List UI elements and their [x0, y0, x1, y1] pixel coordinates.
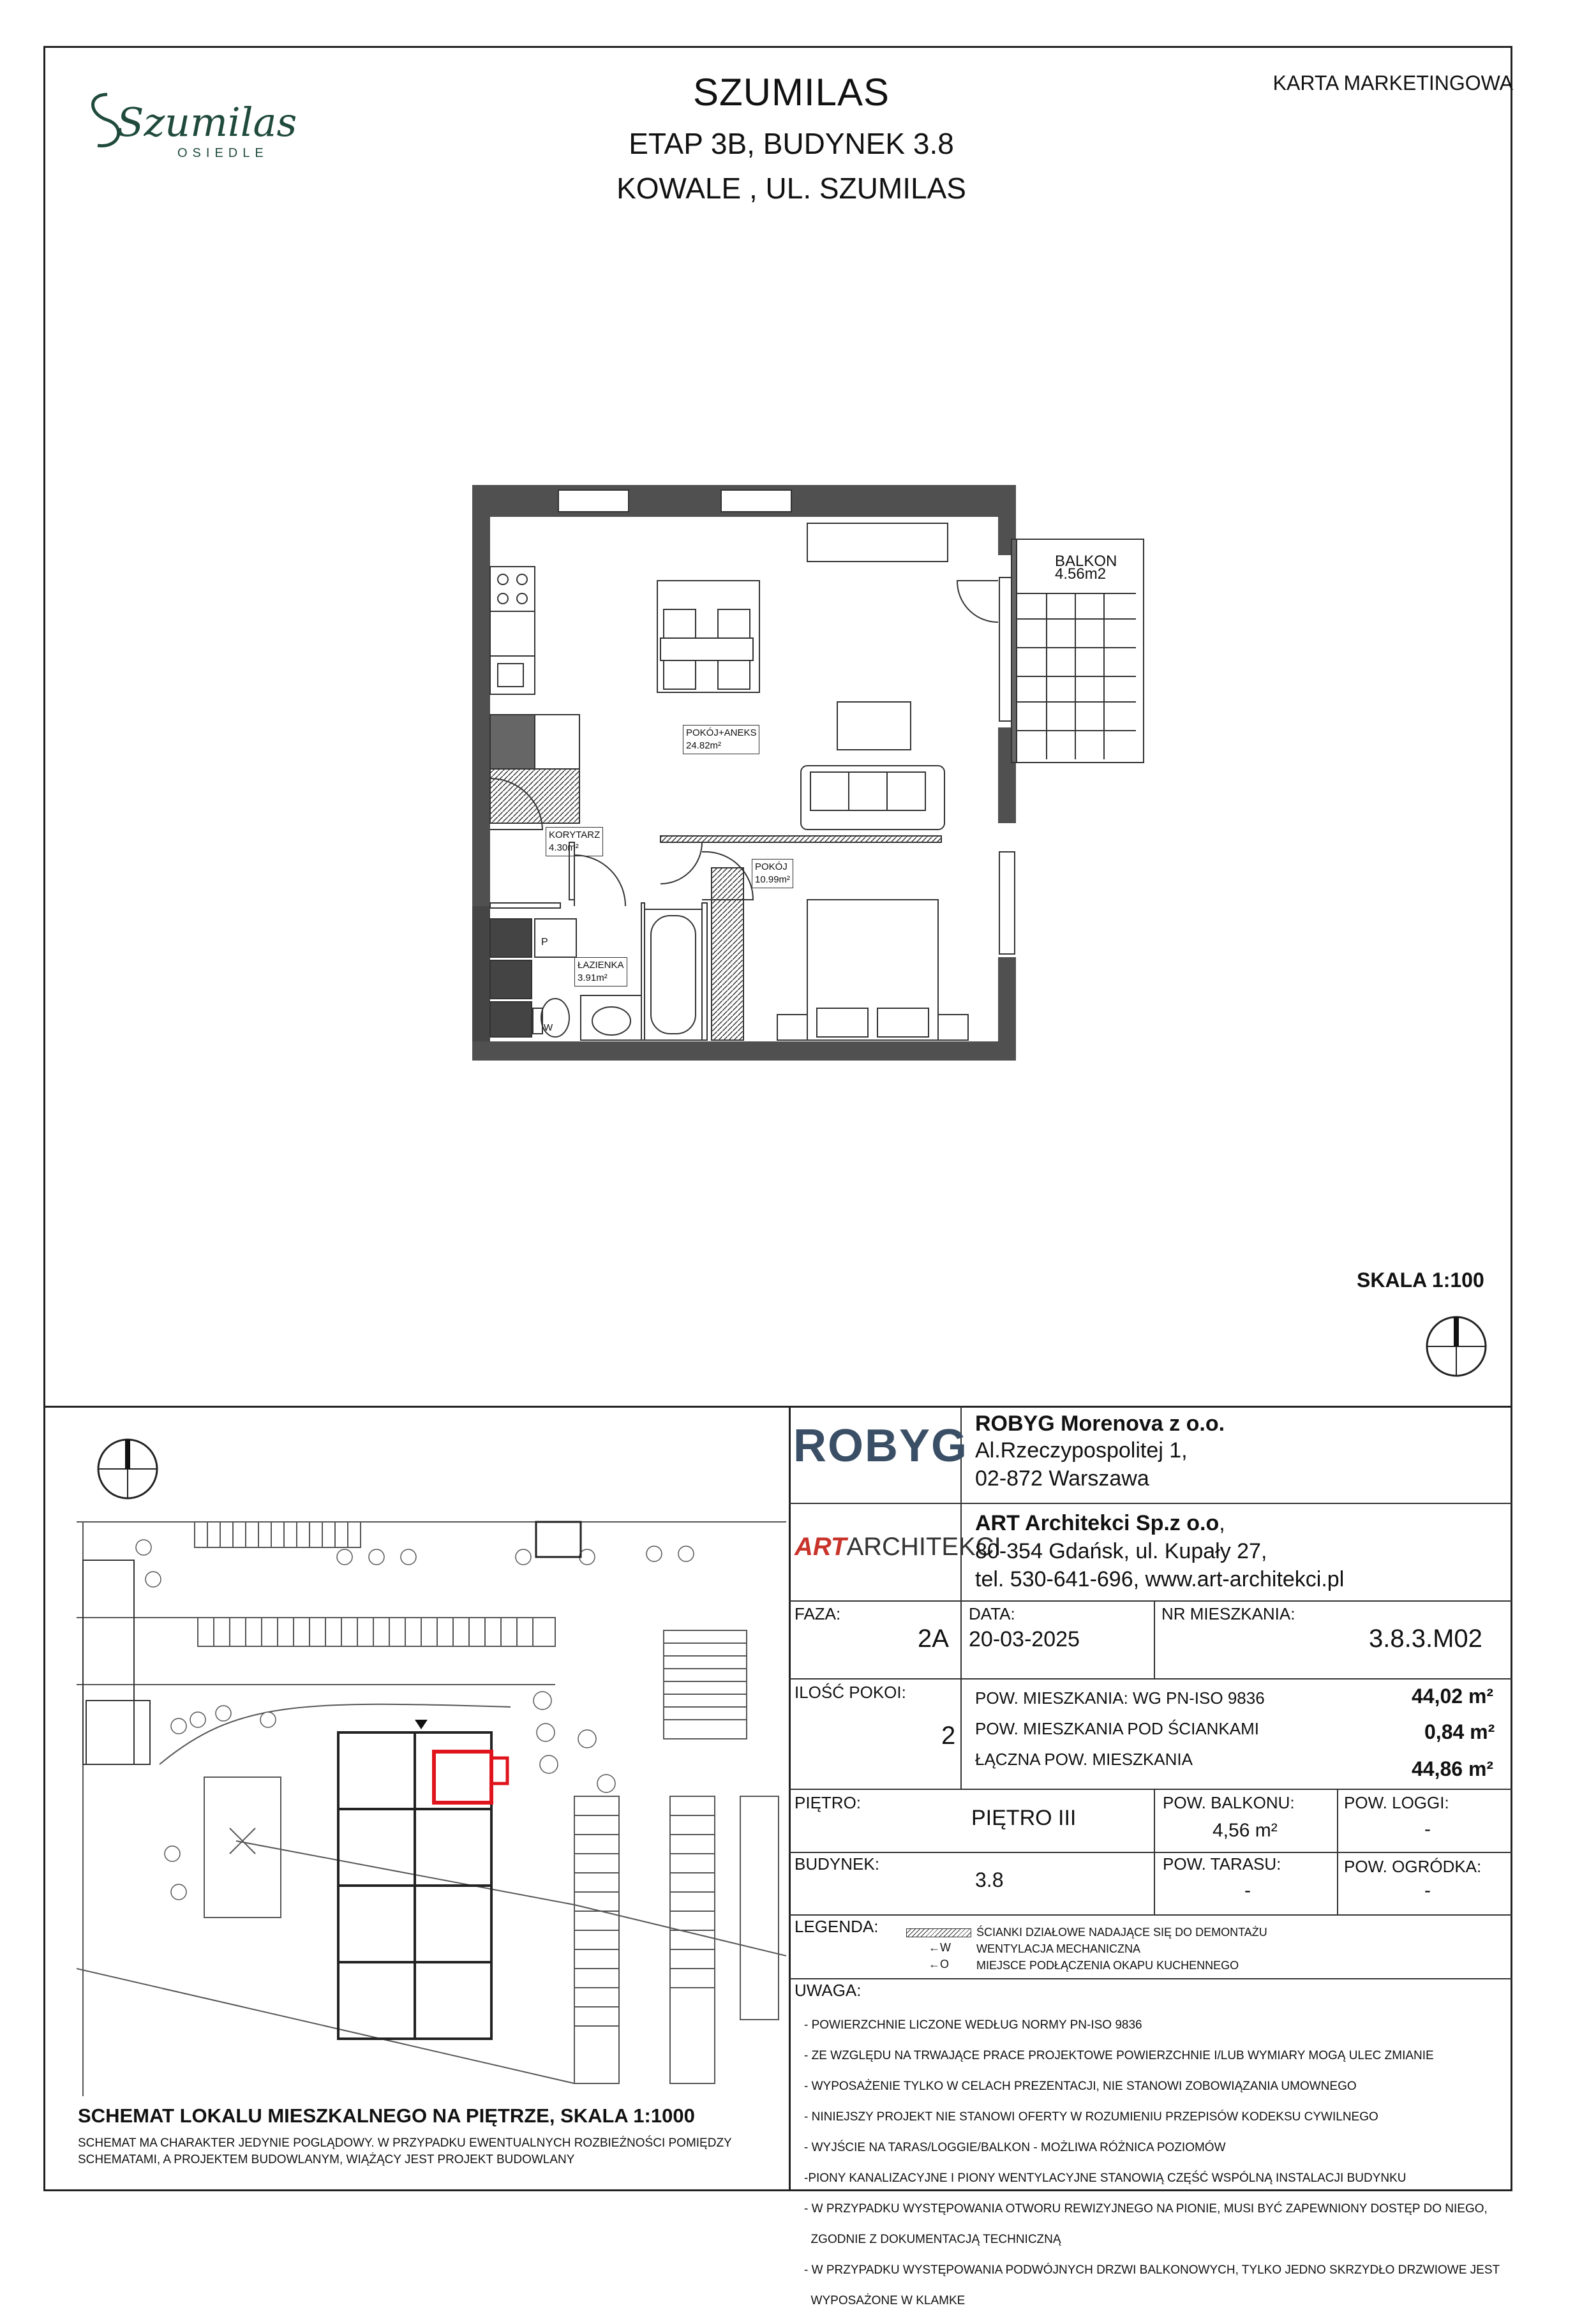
symbol-w: W: [544, 1022, 553, 1033]
budynek-label: BUDYNEK:: [795, 1854, 879, 1873]
page-subtitle-stage: ETAP 3B, BUDYNEK 3.8: [629, 127, 954, 160]
room-pokoj-aneks-name: POKÓJ+ANEKS: [686, 727, 757, 738]
faza-label: FAZA:: [795, 1604, 841, 1623]
note-item: ZGODNIE Z DOKUMENTACJĄ TECHNICZNĄ: [804, 2233, 1061, 2246]
architect-name-suffix: ,: [1219, 1511, 1225, 1535]
logo-script-graphic: [82, 75, 305, 171]
nr-value: 3.8.3.M02: [1369, 1625, 1482, 1653]
developer-address1: Al.Rzeczypospolitej 1,: [975, 1438, 1188, 1463]
dining-table: [657, 581, 759, 692]
note-item: - W PRZYPADKU WYSTĘPOWANIA PODWÓJNYCH DRZWI BALKONOWYCH, TYLKO JEDNO SKRZYDŁO DRZWIOWE JEST: [804, 2263, 1500, 2277]
pokoje-label: ILOŚĆ POKOI:: [795, 1683, 906, 1702]
faza-value: 2A: [918, 1625, 949, 1653]
pow2-value: 0,84 m²: [1424, 1720, 1495, 1743]
taras-label: POW. TARASU:: [1163, 1854, 1281, 1873]
doc-type-label: KARTA MARKETINGOWA: [1272, 71, 1513, 94]
balkon-value: 4,56 m²: [1213, 1820, 1278, 1841]
budynek-value: 3.8: [975, 1868, 1004, 1891]
site-north-arrow-icon: [96, 1437, 160, 1504]
data-label: DATA:: [969, 1604, 1015, 1623]
pow3-value: 44,86 m²: [1412, 1757, 1494, 1780]
room-balkon-area: 4.56m2: [1055, 565, 1107, 583]
pietro-value: PIĘTRO III: [971, 1806, 1077, 1830]
legend-vent-key-letter: W: [940, 1941, 951, 1954]
coffee-table: [837, 702, 911, 750]
room-pokoj-label: [752, 859, 793, 888]
architect-name: ART Architekci Sp.z o.o: [975, 1511, 1220, 1535]
apartment-highlight: [434, 1752, 491, 1803]
room-korytarz-name: KORYTARZ: [549, 830, 601, 840]
note-item: - NINIEJSZY PROJEKT NIE STANOWI OFERTY W ROZUMIENIU PRZEPISÓW KODEKSU CYWILNEGO: [804, 2110, 1378, 2124]
site-plan-note-1: SCHEMAT MA CHARAKTER JEDYNIE POGLĄDOWY. W PRZYPADKU EWENTUALNYCH ROZBIEŻNOŚCI POMIĘDZY: [78, 2136, 732, 2150]
note-item: - W PRZYPADKU WYSTĘPOWANIA OTWORU REWIZYJNEGO NA PIONIE, MUSI BYĆ ZAPEWNIONY DOSTĘP DO NIEGO,: [804, 2202, 1488, 2216]
notes-label: UWAGA:: [795, 1981, 862, 2000]
room-pokoj-aneks-label: [683, 725, 759, 754]
legend-item-2: WENTYLACJA MECHANICZNA: [976, 1942, 1141, 1955]
page-title: SZUMILAS: [692, 71, 890, 114]
robyg-logo: ROBYG: [793, 1420, 969, 1471]
note-item: WYPOSAŻONE W KLAMKE: [804, 2294, 966, 2307]
north-arrow-icon: [1424, 1315, 1488, 1382]
bathtub: [645, 909, 702, 1040]
art-architekci-logo: [795, 1533, 1001, 1561]
architect-address: 80-354 Gdańsk, ul. Kupały 27,: [975, 1539, 1267, 1563]
symbol-p: P: [541, 937, 548, 948]
taras-value: -: [1244, 1880, 1251, 1901]
architect-info: [975, 1509, 1344, 1593]
pow1-value: 44,02 m²: [1412, 1685, 1494, 1708]
nr-label: NR MIESZKANIA:: [1161, 1604, 1295, 1623]
legend-hood-key-letter: O: [940, 1958, 950, 1970]
loggia-label: POW. LOGGI:: [1344, 1793, 1449, 1812]
pow1-label: POW. MIESZKANIA: WG PN-ISO 9836: [975, 1688, 1265, 1708]
art-logo-mark: ART: [795, 1533, 847, 1561]
room-korytarz-area: 4.30m²: [549, 842, 579, 853]
developer-address2: 02-872 Warszawa: [975, 1466, 1149, 1491]
note-item: - ZE WZGLĘDU NA TRWAJĄCE PRACE PROJEKTOWE POWIERZCHNIE I/LUB WYMIARY MOGĄ ULEC ZMIANIE: [804, 2049, 1434, 2062]
room-balkon-label: [1055, 555, 1117, 581]
developer-info: [975, 1412, 1225, 1493]
pietro-label: PIĘTRO:: [795, 1793, 862, 1812]
note-item: - POWIERZCHNIE LICZONE WEDŁUG NORMY PN-ISO 9836: [804, 2018, 1142, 2032]
target-building: [338, 1522, 581, 2039]
room-pokoj-name: POKÓJ: [755, 861, 787, 872]
room-pokoj-area: 10.99m²: [755, 874, 791, 885]
legend-label: LEGENDA:: [795, 1917, 879, 1936]
room-lazienka-label: [574, 957, 627, 987]
room-korytarz-label: [546, 827, 603, 856]
developer-name: ROBYG Morenova z o.o.: [975, 1412, 1225, 1436]
site-plan-title: SCHEMAT LOKALU MIESZKALNEGO NA PIĘTRZE, SKALA 1:1000: [78, 2104, 695, 2127]
sofa: [801, 766, 944, 830]
data-value: 20-03-2025: [969, 1627, 1080, 1651]
logo-script-text: Szumilas: [117, 99, 297, 145]
balkon-label: POW. BALKONU:: [1163, 1793, 1295, 1812]
legend-hatch-swatch: [906, 1928, 971, 1937]
room-balkon-name: BALKON: [1055, 553, 1117, 570]
pokoje-value: 2: [941, 1722, 956, 1750]
note-item: -PIONY KANALIZACYJNE I PIONY WENTYLACYJNE STANOWIĄ CZĘŚĆ WSPÓLNĄ INSTALACJI BUDYNKU: [804, 2171, 1407, 2185]
plan-scale-label: SKALA 1:100: [1357, 1269, 1484, 1292]
pow3-label: ŁĄCZNA POW. MIESZKANIA: [975, 1750, 1193, 1769]
ogrodek-value: -: [1424, 1880, 1431, 1901]
loggia-value: -: [1424, 1819, 1431, 1840]
room-lazienka-name: ŁAZIENKA: [578, 960, 624, 971]
kitchen-unit: [490, 567, 579, 823]
bed: [777, 900, 968, 1040]
room-lazienka-area: 3.91m²: [578, 972, 608, 983]
notes-list: [804, 2002, 1500, 2324]
legend-item-1: ŚCIANKI DZIAŁOWE NADAJĄCE SIĘ DO DEMONTAŻU: [976, 1926, 1267, 1939]
page-subtitle-location: KOWALE , UL. SZUMILAS: [616, 172, 966, 205]
pow2-label: POW. MIESZKANIA POD ŚCIANKAMI: [975, 1719, 1259, 1738]
logo-sub-text: OSIEDLE: [177, 146, 269, 160]
szumilas-logo: [82, 75, 305, 171]
art-logo-text: ARCHITEKCI: [846, 1533, 1001, 1561]
ogrodek-label: POW. OGRÓDKA:: [1344, 1857, 1482, 1876]
note-item: - WYPOSAŻENIE TYLKO W CELACH PREZENTACJI, NIE STANOWI ZOBOWIĄZANIA UMOWNEGO: [804, 2080, 1357, 2093]
architect-contact: tel. 530-641-696, www.art-architekci.pl: [975, 1567, 1345, 1591]
site-plan: [77, 1509, 786, 2096]
note-item: - WYJŚCIE NA TARAS/LOGGIE/BALKON - MOŻLIWA RÓŻNICA POZIOMÓW: [804, 2141, 1226, 2154]
site-plan-note-2: SCHEMATAMI, A PROJEKTEM BUDOWLANYM, WIĄŻĄCY JEST PROJEKT BUDOWLANY: [78, 2153, 575, 2166]
legend-item-3: MIEJSCE PODŁĄCZENIA OKAPU KUCHENNEGO: [976, 1959, 1239, 1972]
legend-hood-key: ←O: [929, 1958, 950, 1970]
room-pokoj-aneks-area: 24.82m²: [686, 740, 722, 751]
legend-vent-key: ←W: [929, 1941, 951, 1954]
